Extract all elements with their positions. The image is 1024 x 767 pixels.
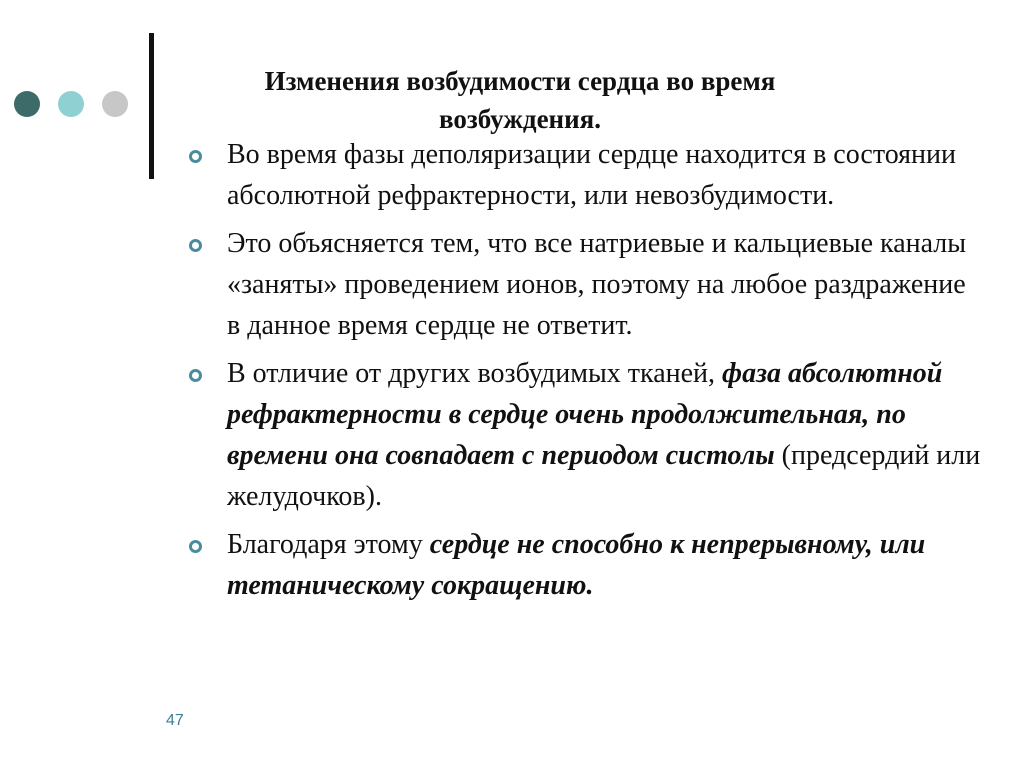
bullet-emphasis: сердце не способно к непрерывному, или тетаническому сокращению. [227, 529, 926, 601]
bullet-text: Благодаря этому [227, 529, 430, 560]
title-line-2: возбуждения. [438, 104, 602, 135]
ring-bullet-icon [189, 540, 202, 553]
light-teal-dot-icon [58, 91, 84, 117]
title-line-1: Изменения возбудимости сердца во время [264, 66, 776, 97]
dark-teal-dot-icon [14, 91, 40, 117]
bullet-text: Это объясняется тем, что все натриевые и кальциевые каналы «заняты» проведением ионов, поэтому на любое раздражение в данное время сердце не ответит. [227, 228, 967, 341]
bullet-text: В отличие от других возбудимых тканей, [227, 358, 723, 389]
ring-bullet-icon [189, 239, 202, 252]
bullet-text: Во время фазы деполяризации сердце находится в состоянии абсолютной рефрактерности, или невозбудимости. [227, 139, 957, 211]
decorative-dots [14, 91, 134, 117]
bullet-item-3 [183, 353, 983, 517]
bullet-item-1 [183, 134, 983, 216]
ring-bullet-icon [189, 369, 202, 382]
bullet-item-2 [183, 223, 983, 346]
bullet-tail: (предсердий или желудочков). [227, 440, 981, 512]
bullet-emphasis: фаза абсолютной рефрактерности в сердце очень продолжительная, по времени она совпадает с периодом систолы [227, 358, 943, 471]
vertical-divider [149, 33, 154, 179]
slide-title [200, 62, 840, 138]
page-number: 47 [166, 712, 184, 729]
bullet-item-4 [183, 524, 983, 606]
ring-bullet-icon [189, 150, 202, 163]
gray-dot-icon [102, 91, 128, 117]
bullet-list [183, 134, 983, 613]
